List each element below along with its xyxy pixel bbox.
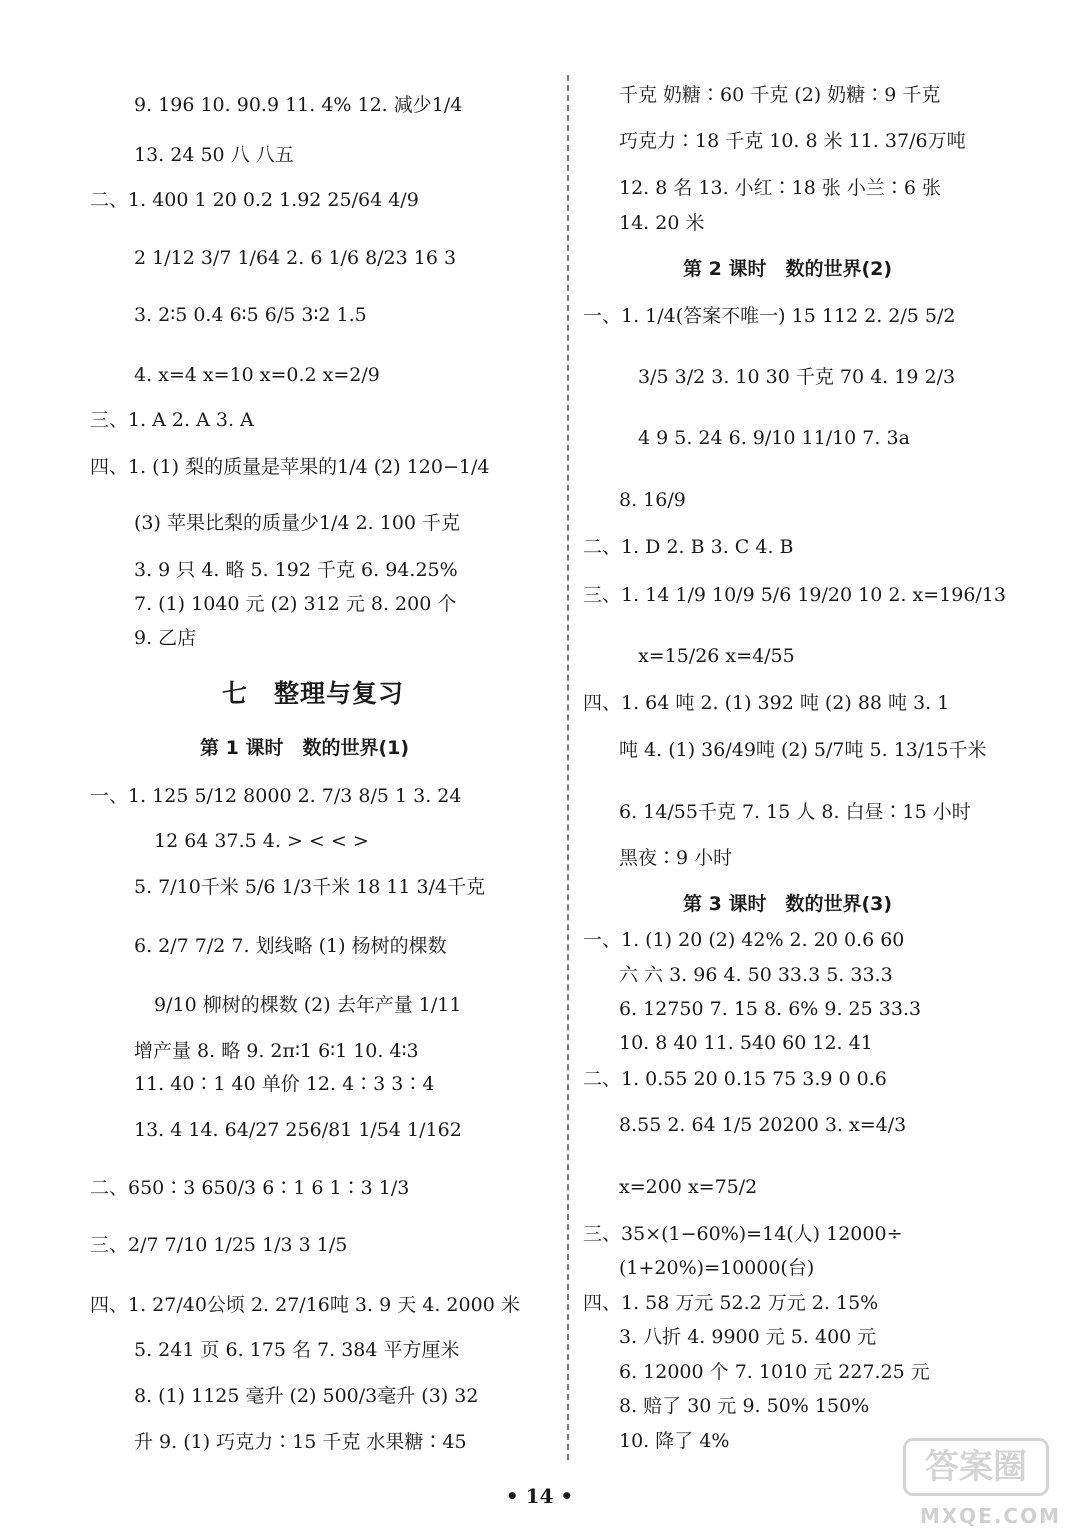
answer-line: 7. (1) 1040 元 (2) 312 元 8. 200 个 — [134, 593, 457, 615]
section-title: 七 整理与复习 — [222, 679, 405, 708]
answer-line: 10. 降了 4% — [619, 1430, 730, 1452]
answer-line: x=15/26 x=4/55 — [638, 645, 795, 667]
answer-line: 三、35×(1−60%)=14(人) 12000÷ — [583, 1223, 903, 1245]
lesson-title: 第 1 课时 数的世界(1) — [200, 737, 410, 759]
answer-line: 8. 赔了 30 元 9. 50% 150% — [619, 1395, 870, 1417]
answer-line: 9. 乙店 — [134, 627, 197, 649]
answer-line: 千克 奶糖∶60 千克 (2) 奶糖∶9 千克 — [619, 84, 941, 106]
answer-line: 六 六 3. 96 4. 50 33.3 5. 33.3 — [619, 964, 893, 986]
watermark-url: MXQE.COM — [919, 1504, 1061, 1528]
answer-line: 3. 9 只 4. 略 5. 192 千克 6. 94.25% — [134, 559, 458, 581]
answer-line: 黑夜∶9 小时 — [619, 847, 733, 869]
answer-line: 14. 20 米 — [619, 212, 705, 234]
answer-line: 巧克力∶18 千克 10. 8 米 11. 37/6万吨 — [619, 130, 966, 152]
answer-line: 9/10 柳树的棵数 (2) 去年产量 1/11 — [154, 994, 462, 1016]
answer-line: 2 1/12 3/7 1/64 2. 6 1/6 8/23 16 3 — [134, 247, 457, 269]
lesson-title: 第 3 课时 数的世界(3) — [683, 893, 893, 915]
answer-line: 11. 40∶1 40 单价 12. 4∶3 3∶4 — [134, 1073, 435, 1095]
answer-line: 四、1. 27/40公顷 2. 27/16吨 3. 9 天 4. 2000 米 — [90, 1294, 520, 1316]
answer-line: 10. 8 40 11. 540 60 12. 41 — [619, 1032, 873, 1054]
answer-line: 三、1. A 2. A 3. A — [90, 409, 254, 431]
answer-line: (3) 苹果比梨的质量少1/4 2. 100 千克 — [134, 512, 461, 534]
watermark-logo: 答案圈 — [903, 1438, 1049, 1496]
answer-line: 5. 7/10千米 5/6 1/3千米 18 11 3/4千克 — [134, 876, 486, 898]
answer-line: 一、1. (1) 20 (2) 42% 2. 20 0.6 60 — [583, 929, 905, 951]
answer-line: 二、1. 400 1 20 0.2 1.92 25/64 4/9 — [90, 189, 419, 211]
answer-line: 6. 12750 7. 15 8. 6% 9. 25 33.3 — [619, 998, 922, 1020]
answer-line: x=200 x=75/2 — [619, 1176, 758, 1198]
answer-line: 8.55 2. 64 1/5 20200 3. x=4/3 — [619, 1114, 907, 1136]
lesson-title: 第 2 课时 数的世界(2) — [683, 258, 893, 280]
answer-line: 6. 2/7 7/2 7. 划线略 (1) 杨树的棵数 — [134, 935, 447, 957]
answer-line: 升 9. (1) 巧克力∶15 千克 水果糖∶45 — [134, 1431, 467, 1453]
answer-line: 12 64 37.5 4. > < < > — [154, 830, 369, 852]
answer-line: 3. 2∶5 0.4 6∶5 6/5 3∶2 1.5 — [134, 304, 367, 326]
answer-line: 吨 4. (1) 36/49吨 (2) 5/7吨 5. 13/15千米 — [619, 739, 987, 761]
answer-line: 三、1. 14 1/9 10/9 5/6 19/20 10 2. x=196/13 — [583, 584, 1006, 606]
answer-line: 9. 196 10. 90.9 11. 4% 12. 减少1/4 — [134, 94, 463, 116]
answer-line: 增产量 8. 略 9. 2π∶1 6∶1 10. 4∶3 — [134, 1040, 419, 1062]
answer-line: 二、1. D 2. B 3. C 4. B — [583, 536, 794, 558]
answer-line: 12. 8 名 13. 小红∶18 张 小兰∶6 张 — [619, 177, 942, 199]
answer-line: 三、2/7 7/10 1/25 1/3 3 1/5 — [90, 1234, 348, 1256]
answer-line: 4. x=4 x=10 x=0.2 x=2/9 — [134, 364, 380, 386]
answer-line: (1+20%)=10000(台) — [619, 1257, 815, 1279]
answer-line: 8. (1) 1125 毫升 (2) 500/3毫升 (3) 32 — [134, 1385, 479, 1407]
answer-line: 一、1. 1/4(答案不唯一) 15 112 2. 2/5 5/2 — [583, 305, 956, 327]
column-divider — [567, 75, 569, 1460]
answer-line: 13. 4 14. 64/27 256/81 1/54 1/162 — [134, 1119, 462, 1141]
answer-line: 四、1. 64 吨 2. (1) 392 吨 (2) 88 吨 3. 1 — [583, 692, 950, 714]
answer-line: 3/5 3/2 3. 10 30 千克 70 4. 19 2/3 — [638, 366, 956, 388]
answer-line: 四、1. 58 万元 52.2 万元 2. 15% — [583, 1292, 879, 1314]
answer-line: 四、1. (1) 梨的质量是苹果的1/4 (2) 120−1/4 — [90, 456, 490, 478]
answer-line: 8. 16/9 — [619, 489, 686, 511]
answer-line: 二、1. 0.55 20 0.15 75 3.9 0 0.6 — [583, 1068, 887, 1090]
answer-line: 一、1. 125 5/12 8000 2. 7/3 8/5 1 3. 24 — [90, 785, 462, 807]
answer-line: 6. 14/55千克 7. 15 人 8. 白昼∶15 小时 — [619, 801, 971, 823]
answer-line: 5. 241 页 6. 175 名 7. 384 平方厘米 — [134, 1339, 460, 1361]
answer-line: 二、650∶3 650/3 6∶1 6 1∶3 1/3 — [90, 1177, 410, 1199]
answer-line: 3. 八折 4. 9900 元 5. 400 元 — [619, 1326, 877, 1348]
answer-line: 6. 12000 个 7. 1010 元 227.25 元 — [619, 1361, 930, 1383]
answer-line: 13. 24 50 八 八五 — [134, 144, 294, 166]
answer-line: 4 9 5. 24 6. 9/10 11/10 7. 3a — [638, 427, 910, 449]
page-number: • 14 • — [505, 1484, 574, 1508]
